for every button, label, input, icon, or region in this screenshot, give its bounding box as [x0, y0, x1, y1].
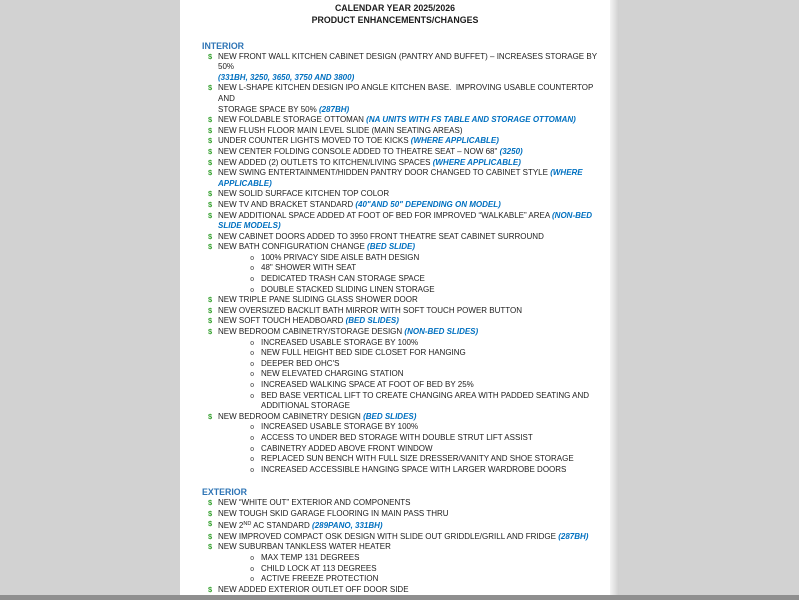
- model-note-text: SLIDE MODELS): [218, 221, 281, 231]
- item-text: NEW ADDED (2) OUTLETS TO KITCHEN/LIVING SPACES: [218, 157, 433, 167]
- list-item: [180, 126, 610, 137]
- list-item: [180, 285, 610, 296]
- list-item: [180, 412, 610, 423]
- circle-bullet-icon: o: [250, 433, 255, 442]
- list-item: [180, 306, 610, 317]
- item-text: NEW ADDITIONAL SPACE ADDED AT FOOT OF BED FOR IMPROVED “WALKABLE” AREA: [218, 210, 552, 220]
- list-item: [180, 574, 610, 585]
- list-item: [180, 147, 610, 158]
- item-text: NEW SUBURBAN TANKLESS WATER HEATER: [218, 542, 391, 552]
- bottom-edge-bar: [0, 595, 799, 600]
- green-bullet-icon: $: [208, 115, 213, 125]
- green-bullet-icon: $: [208, 411, 213, 421]
- green-bullet-icon: $: [208, 83, 213, 93]
- item-text: NEW TV AND BRACKET STANDARD: [218, 199, 356, 209]
- list-item: [180, 316, 610, 327]
- list-item: [180, 422, 610, 433]
- list-item: [180, 553, 610, 564]
- item-text: ACCESS TO UNDER BED STORAGE WITH DOUBLE STRUT LIFT ASSIST: [261, 432, 533, 442]
- item-text: NEW FRONT WALL KITCHEN CABINET DESIGN (PANTRY AND BUFFET) – INCREASES STORAGE BY 50%: [218, 51, 600, 72]
- green-bullet-icon: $: [208, 157, 213, 167]
- item-text: DEEPER BED OHC'S: [261, 358, 340, 368]
- item-text: 48" SHOWER WITH SEAT: [261, 263, 357, 273]
- green-bullet-icon: $: [208, 125, 213, 135]
- list-item-continuation: [180, 401, 610, 412]
- item-text: NEW BEDROOM CABINETRY DESIGN: [218, 411, 364, 421]
- model-note-text: (289PANO, 331BH): [312, 521, 383, 531]
- green-bullet-icon: $: [208, 242, 213, 252]
- item-text: INCREASED ACCESSIBLE HANGING SPACE WITH LARGER WARDROBE DOORS: [261, 464, 567, 474]
- item-text: NEW BATH CONFIGURATION CHANGE: [218, 242, 368, 252]
- item-text: CHILD LOCK AT 113 DEGREES: [261, 563, 377, 573]
- item-text: NEW TRIPLE PANE SLIDING GLASS SHOWER DOOR: [218, 295, 418, 305]
- item-text: INCREASED WALKING SPACE AT FOOT OF BED BY 25%: [261, 380, 474, 389]
- green-bullet-icon: $: [208, 584, 213, 594]
- list-item: [180, 585, 610, 596]
- model-note-text: (BED SLIDES): [363, 411, 417, 421]
- item-text: INCREASED USABLE STORAGE BY 100%: [261, 337, 419, 347]
- list-item: [180, 327, 610, 338]
- circle-bullet-icon: o: [250, 391, 255, 400]
- item-text: INCREASED USABLE STORAGE BY 100%: [261, 422, 419, 432]
- item-text: UNDER COUNTER LIGHTS MOVED TO TOE KICKS: [218, 136, 411, 146]
- model-note-text: (331BH, 3250, 3650, 3750 AND 3800): [218, 72, 355, 82]
- item-text: DEDICATED TRASH CAN STORAGE SPACE: [261, 274, 425, 284]
- list-item: [180, 136, 610, 147]
- model-note-text: (NON-BED: [552, 210, 592, 220]
- list-item: [180, 380, 610, 391]
- green-bullet-icon: $: [208, 146, 213, 156]
- list-item: [180, 52, 610, 73]
- item-text: NEW 2: [218, 521, 244, 531]
- green-bullet-icon: $: [208, 519, 213, 529]
- green-bullet-icon: $: [208, 210, 213, 220]
- green-bullet-icon: $: [208, 199, 213, 209]
- page-right-edge-shadow: [610, 0, 619, 600]
- item-text: NEW SOFT TOUCH HEADBOARD: [218, 316, 346, 326]
- list-item: [180, 348, 610, 359]
- circle-bullet-icon: o: [250, 575, 255, 584]
- model-note-text: (BED SLIDES): [345, 316, 399, 326]
- list-item: [180, 253, 610, 264]
- list-item: [180, 454, 610, 465]
- green-bullet-icon: $: [208, 231, 213, 241]
- model-note-text: (WHERE APPLICABLE): [432, 157, 521, 167]
- item-text: NEW CENTER FOLDING CONSOLE ADDED TO THEATRE SEAT – NOW 68": [218, 146, 500, 156]
- item-text: MAX TEMP 131 DEGREES: [261, 552, 360, 562]
- circle-bullet-icon: o: [250, 253, 255, 262]
- circle-bullet-icon: o: [250, 264, 255, 273]
- circle-bullet-icon: o: [250, 423, 255, 432]
- circle-bullet-icon: o: [250, 275, 255, 284]
- item-text: NEW ELEVATED CHARGING STATION: [261, 369, 404, 379]
- list-item: [180, 369, 610, 380]
- document-title: [180, 0, 610, 26]
- green-bullet-icon: $: [208, 327, 213, 337]
- green-bullet-icon: $: [208, 305, 213, 315]
- green-bullet-icon: $: [208, 497, 213, 507]
- list-item: [180, 433, 610, 444]
- list-item: [180, 465, 610, 476]
- item-text: ADDITIONAL STORAGE: [261, 401, 350, 411]
- list-item: [180, 263, 610, 274]
- item-text: 100% PRIVACY SIDE AISLE BATH DESIGN: [261, 252, 420, 262]
- green-bullet-icon: $: [208, 316, 213, 326]
- list-item: [180, 158, 610, 169]
- circle-bullet-icon: o: [250, 465, 255, 474]
- list-item: [180, 115, 610, 126]
- green-bullet-icon: $: [208, 295, 213, 305]
- list-item: [180, 242, 610, 253]
- model-note-text: APPLICABLE): [218, 178, 272, 188]
- list-item: [180, 189, 610, 200]
- circle-bullet-icon: o: [250, 370, 255, 379]
- list-item: [180, 200, 610, 211]
- circle-bullet-icon: o: [250, 359, 255, 368]
- item-text: NEW SWING ENTERTAINMENT/HIDDEN PANTRY DOOR CHANGED TO CABINET STYLE: [218, 168, 551, 178]
- green-bullet-icon: $: [208, 168, 213, 178]
- item-text: NEW FOLDABLE STORAGE OTTOMAN: [218, 115, 367, 125]
- item-text: NEW “WHITE OUT” EXTERIOR AND COMPONENTS: [218, 497, 411, 507]
- green-bullet-icon: $: [208, 51, 213, 61]
- item-text: CABINETRY ADDED ABOVE FRONT WINDOW: [261, 443, 433, 453]
- model-note-text: (BED SLIDE): [367, 242, 416, 252]
- model-note-text: (3250): [499, 146, 523, 156]
- list-item: [180, 391, 610, 402]
- item-text: NEW ADDED EXTERIOR OUTLET OFF DOOR SIDE: [218, 584, 409, 594]
- list-item-continuation: [180, 73, 610, 84]
- model-note-text: (287BH): [318, 104, 350, 114]
- list-item: [180, 83, 610, 104]
- green-bullet-icon: $: [208, 189, 213, 199]
- list-item: [180, 444, 610, 455]
- green-bullet-icon: $: [208, 531, 213, 541]
- model-note-text: (40"AND 50" DEPENDING ON MODEL): [355, 199, 501, 209]
- circle-bullet-icon: o: [250, 349, 255, 358]
- title-line-2: PRODUCT ENHANCEMENTS/CHANGES: [311, 14, 479, 25]
- item-text: NEW CABINET DOORS ADDED TO 3950 FRONT THEATRE SEAT CABINET SURROUND: [218, 231, 544, 241]
- item-text: BED BASE VERTICAL LIFT TO CREATE CHANGING AREA WITH PADDED SEATING AND: [261, 390, 590, 400]
- circle-bullet-icon: o: [250, 553, 255, 562]
- circle-bullet-icon: o: [250, 564, 255, 573]
- section-heading-interior: INTERIOR: [202, 41, 245, 51]
- model-note-text: (NON-BED SLIDES): [404, 327, 479, 337]
- sections-container: [180, 41, 610, 595]
- list-item: [180, 168, 610, 179]
- circle-bullet-icon: o: [250, 444, 255, 453]
- circle-bullet-icon: o: [250, 455, 255, 464]
- list-item: [180, 211, 610, 222]
- item-text: NEW L-SHAPE KITCHEN DESIGN IPO ANGLE KITCHEN BASE. IMPROVING USABLE COUNTERTOP AND: [218, 83, 595, 103]
- item-text: NEW FULL HEIGHT BED SIDE CLOSET FOR HANGING: [261, 348, 466, 358]
- circle-bullet-icon: o: [250, 338, 255, 347]
- item-text: DOUBLE STACKED SLIDING LINEN STORAGE: [261, 284, 435, 294]
- list-item: [180, 338, 610, 349]
- model-note-text: (WHERE: [550, 168, 583, 178]
- item-text: NEW SOLID SURFACE KITCHEN TOP COLOR: [218, 189, 390, 199]
- list-item: [180, 532, 610, 543]
- list-item: [180, 564, 610, 575]
- item-text: AC STANDARD: [251, 521, 313, 531]
- list-item: [180, 509, 610, 520]
- list-item: [180, 295, 610, 306]
- circle-bullet-icon: o: [250, 285, 255, 294]
- list-item: [180, 232, 610, 243]
- green-bullet-icon: $: [208, 508, 213, 518]
- item-text: NEW BEDROOM CABINETRY/STORAGE DESIGN: [218, 327, 405, 337]
- item-text: ACTIVE FREEZE PROTECTION: [261, 574, 379, 584]
- list-item: [180, 359, 610, 370]
- item-text: NEW TOUGH SKID GARAGE FLOORING IN MAIN PASS THRU: [218, 508, 449, 518]
- item-text: ND: [243, 521, 252, 528]
- green-bullet-icon: $: [208, 542, 213, 552]
- document-page: [180, 0, 610, 600]
- list-item-continuation: [180, 105, 610, 116]
- list-item: [180, 498, 610, 509]
- model-note-text: (287BH): [558, 531, 589, 541]
- list-item-continuation: [180, 179, 610, 190]
- list-item-continuation: [180, 221, 610, 232]
- circle-bullet-icon: o: [250, 381, 255, 389]
- item-text: NEW IMPROVED COMPACT OSK DESIGN WITH SLIDE OUT GRIDDLE/GRILL AND FRIDGE: [218, 531, 559, 541]
- item-text: NEW FLUSH FLOOR MAIN LEVEL SLIDE (MAIN SEATING AREAS): [218, 125, 463, 135]
- list-item: [180, 519, 610, 532]
- green-bullet-icon: $: [208, 136, 213, 146]
- item-text: STORAGE SPACE BY 50%: [218, 104, 319, 114]
- section-heading-exterior: EXTERIOR: [202, 487, 247, 498]
- item-text: NEW OVERSIZED BACKLIT BATH MIRROR WITH SOFT TOUCH POWER BUTTON: [218, 305, 523, 315]
- title-line-1: CALENDAR YEAR 2025/2026: [334, 3, 456, 13]
- list-item: [180, 274, 610, 285]
- list-item: [180, 542, 610, 553]
- model-note-text: (WHERE APPLICABLE): [410, 136, 499, 146]
- item-text: REPLACED SUN BENCH WITH FULL SIZE DRESSER/VANITY AND SHOE STORAGE: [261, 454, 574, 464]
- model-note-text: (NA UNITS WITH FS TABLE AND STORAGE OTTOMAN): [366, 115, 576, 125]
